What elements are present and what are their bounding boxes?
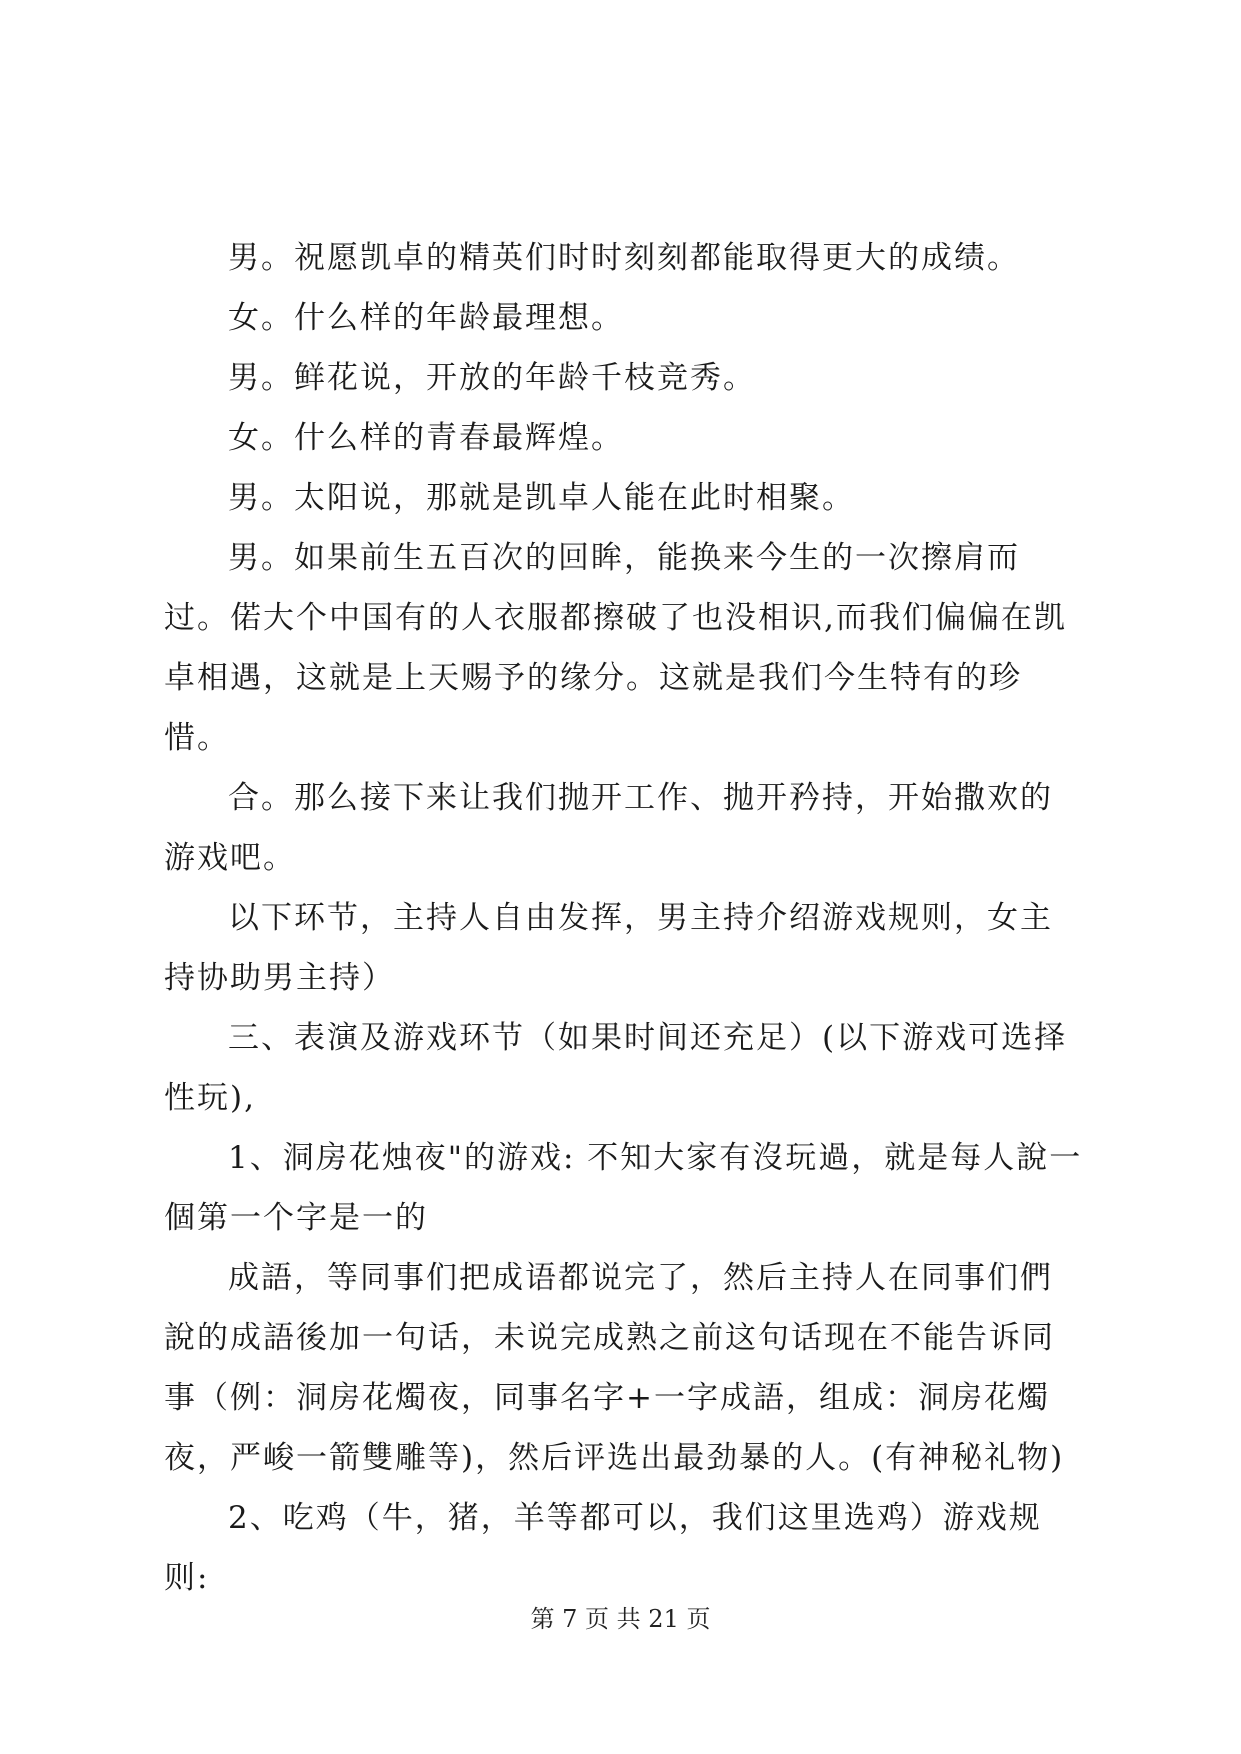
paragraph-12: 2、吃鸡（牛，猪，羊等都可以，我们这里选鸡）游戏规则: [164,1500,1042,1596]
paragraph-5: 男。太阳说，那就是凯卓人能在此时相聚。 [228,480,855,516]
paragraph-4: 女。什么样的青春最辉煌。 [228,420,624,456]
paragraph-9: 三、表演及游戏环节（如果时间还充足）(以下游戏可选择性玩), [164,1020,1068,1116]
paragraph-1: 男。祝愿凯卓的精英们时时刻刻都能取得更大的成绩。 [228,240,1020,276]
paragraph-2: 女。什么样的年龄最理想。 [228,300,624,336]
page-footer: 第 7 页 共 21 页 [530,1605,711,1633]
paragraph-11: 成語，等同事们把成语都说完了，然后主持人在同事们們說的成語後加一句话，未说完成熟之前这句话现在不能告诉同事（例：洞房花燭夜，同事名字+一字成語，组成：洞房花燭夜，严峻一箭雙雕等)，然后评选出最劲暴的人。(有神秘礼物) [164,1260,1065,1476]
paragraph-10: 1、洞房花烛夜"的游戏: 不知大家有沒玩過，就是每人說一個第一个字是一的 [164,1140,1083,1236]
document-body [164,228,1084,1608]
paragraph-7: 合。那么接下来让我们抛开工作、抛开矜持，开始撒欢的游戏吧。 [164,780,1053,876]
paragraph-3: 男。鲜花说，开放的年龄千枝竞秀。 [228,360,756,396]
paragraph-8: 以下环节，主持人自由发挥，男主持介绍游戏规则，女主持协助男主持） [164,900,1053,996]
paragraph-6: 男。如果前生五百次的回眸，能换来今生的一次擦肩而过。偌大个中国有的人衣服都擦破了也没相识,而我们偏偏在凯卓相遇，这就是上天赐予的缘分。这就是我们今生特有的珍惜。 [164,540,1067,756]
